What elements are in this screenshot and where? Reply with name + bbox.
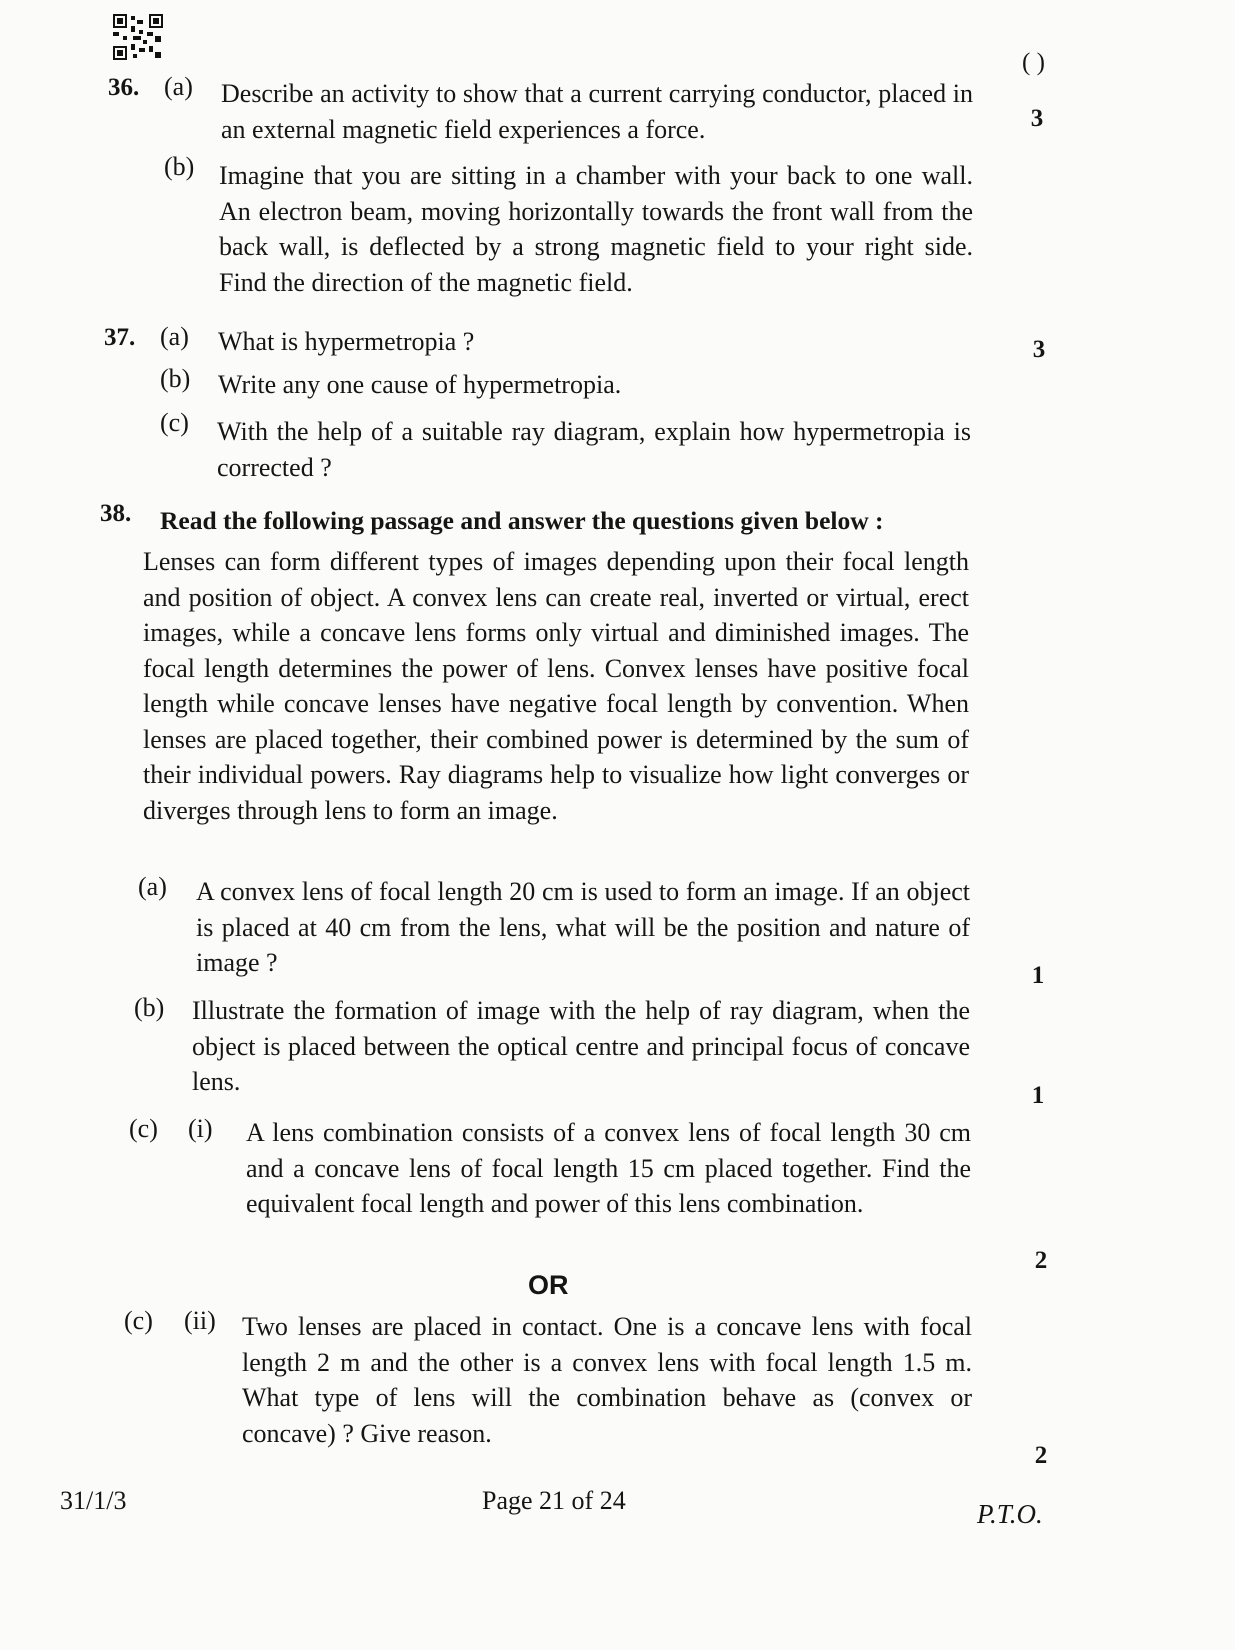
question-37-number: 37. <box>104 324 136 351</box>
q38-c-ii-label: (c) <box>124 1306 153 1335</box>
q37-c-label: (c) <box>160 408 189 437</box>
or-separator: OR <box>528 1270 569 1300</box>
q37-c-text: With the help of a suitable ray diagram, explain how hypermetropia is corrected ? <box>217 417 971 482</box>
q38-a-label: (a) <box>138 872 167 901</box>
q38-c-i-text: A lens combination consists of a convex lens of focal length 30 cm and a concave lens of focal length 15 cm placed together. Find the equivalent focal length and power of this lens combination. <box>246 1118 971 1218</box>
footer-pto: P.T.O. <box>977 1499 1043 1529</box>
q36-a-text: Describe an activity to show that a current carrying conductor, placed in an external magnetic field experiences a force. <box>221 79 973 144</box>
question-38-number: 38. <box>100 500 132 527</box>
q36-b-label: (b) <box>164 152 195 181</box>
q37-a-text: What is hypermetropia ? <box>218 327 475 356</box>
footer-paper-code: 31/1/3 <box>60 1486 127 1515</box>
q38-b-text: Illustrate the formation of image with the help of ray diagram, when the object is placed between the optical centre and principal focus of concave lens. <box>192 996 970 1096</box>
header-bracket: ( ) <box>1022 49 1045 76</box>
q36-marks: 3 <box>1030 105 1044 132</box>
question-36-number: 36. <box>108 74 140 101</box>
q37-b-text: Write any one cause of hypermetropia. <box>218 370 622 399</box>
q38-c-i-marks: 2 <box>1034 1247 1048 1274</box>
q38-b-marks: 1 <box>1031 1082 1045 1109</box>
q37-a-label: (a) <box>160 322 189 351</box>
q36-a-label: (a) <box>164 72 193 101</box>
q38-a-marks: 1 <box>1031 962 1045 989</box>
q38-c-ii-sublabel: (ii) <box>184 1306 216 1335</box>
q38-c-i-sublabel: (i) <box>188 1114 213 1143</box>
q38-c-i-label: (c) <box>129 1114 158 1143</box>
q38-c-ii-marks: 2 <box>1034 1442 1048 1469</box>
q37-marks: 3 <box>1032 336 1046 363</box>
qr-code-icon <box>113 14 163 60</box>
q36-b-text: Imagine that you are sitting in a chamber with your back to one wall. An electron beam, moving horizontally towards the front wall from the back wall, is deflected by a strong magnetic field to your right side. Find the direction of the magnetic field. <box>219 161 973 297</box>
q38-a-text: A convex lens of focal length 20 cm is used to form an image. If an object is placed at 40 cm from the lens, what will be the position and nature of image ? <box>196 877 970 977</box>
q38-title: Read the following passage and answer the questions given below : <box>160 506 884 535</box>
q38-b-label: (b) <box>134 993 165 1022</box>
q38-c-ii-text: Two lenses are placed in contact. One is a concave lens with focal length 2 m and the other is a convex lens with focal length 1.5 m. What type of lens will the combination behave as (convex or concave) ? Give reason. <box>242 1312 972 1448</box>
q37-b-label: (b) <box>160 364 191 393</box>
q38-passage: Lenses can form different types of images depending upon their focal length and position of object. A convex lens can create real, inverted or virtual, erect images, while a concave lens forms only virtual and diminished images. The focal length determines the power of lens. Convex lenses have positive focal length while concave lenses have negative focal length by convention. When lenses are placed together, their combined power is determined by the sum of their individual powers. Ray diagrams help to visualize how light converges or diverges through lens to form an image. <box>143 547 969 825</box>
footer-page-number: Page 21 of 24 <box>482 1486 626 1515</box>
